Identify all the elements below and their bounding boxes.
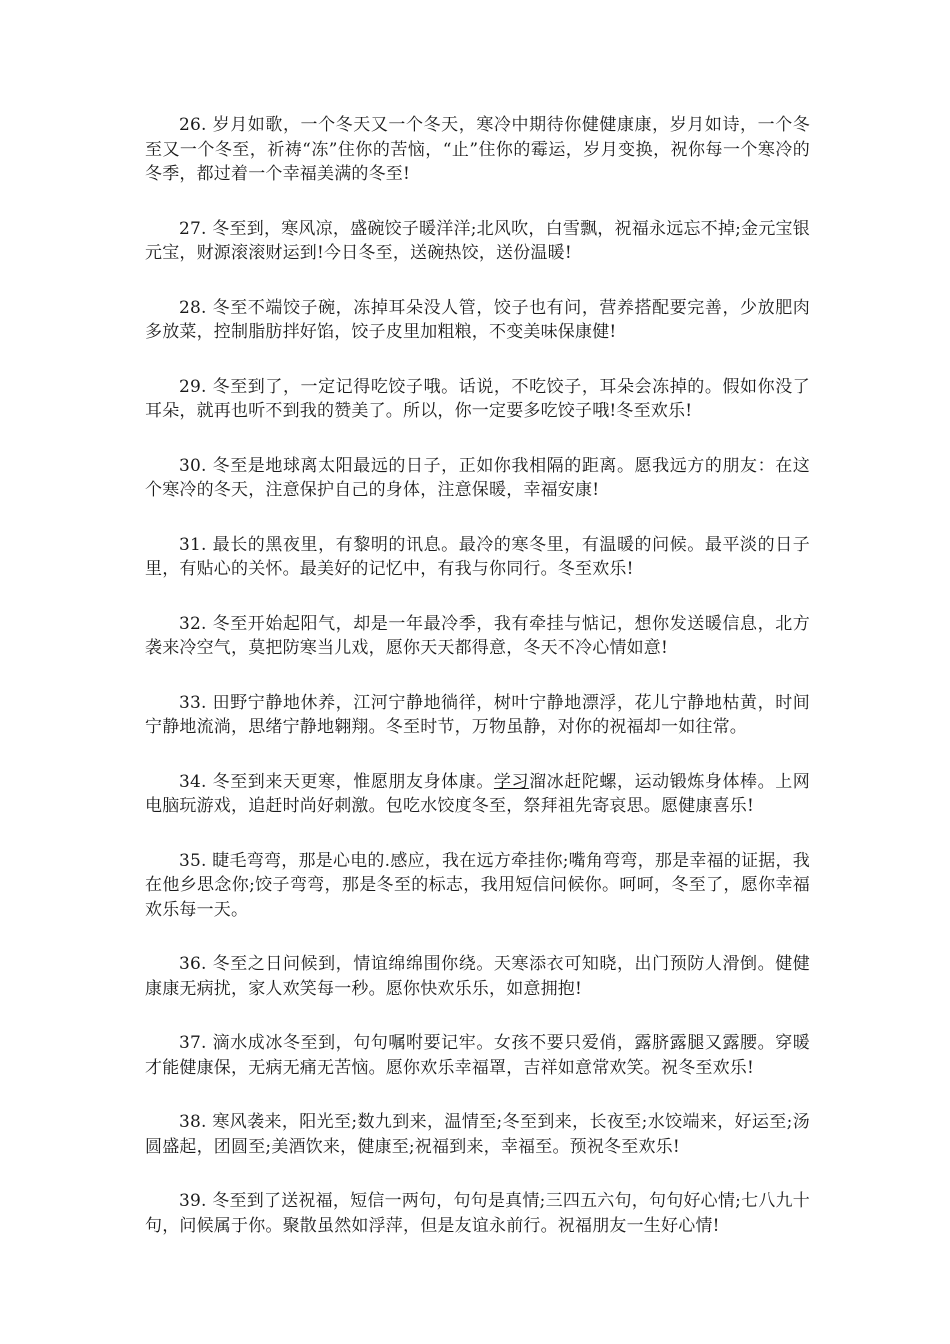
paragraph-36: 36. 冬至之日问候到，情谊绵绵围你绕。天寒添衣可知晓，出门预防人滑倒。健健康康无病扰，家人欢笑每一秒。愿你快欢乐乐，如意拥抱!: [145, 954, 810, 999]
study-link[interactable]: 学习: [493, 771, 530, 792]
paragraph-34-text-after: 溜冰赶陀螺，运动锻炼身体棒。上网电脑玩游戏，追赶时尚好刺激。包吃水饺度冬至，祭拜祖先寄哀思。愿健康喜乐!: [145, 771, 811, 816]
paragraph-29: 29. 冬至到了，一定记得吃饺子哦。话说，不吃饺子，耳朵会冻掉的。假如你没了耳朵，就再也听不到我的赞美了。所以，你一定要多吃饺子哦!冬至欢乐!: [145, 376, 810, 421]
paragraph-38: 38. 寒风袭来，阳光至;数九到来，温情至;冬至到来，长夜至;水饺端来，好运至;汤圆盛起，团圆至;美酒饮来，健康至;祝福到来，幸福至。预祝冬至欢乐!: [145, 1112, 810, 1157]
paragraph-27: 27. 冬至到，寒风凉，盛碗饺子暖洋洋;北风吹，白雪飘，祝福永远忘不掉;金元宝银元宝，财源滚滚财运到!今日冬至，送碗热饺，送份温暖!: [145, 218, 810, 263]
paragraph-32: 32. 冬至开始起阳气，却是一年最冷季，我有牵挂与惦记，想你发送暖信息，北方袭来冷空气，莫把防寒当儿戏，愿你天天都得意，冬天不冷心情如意!: [145, 613, 810, 658]
paragraph-35: 35. 睫毛弯弯，那是心电的.感应，我在远方牵挂你;嘴角弯弯，那是幸福的证据，我在他乡思念你;饺子弯弯，那是冬至的标志，我用短信问候你。呵呵，冬至了，愿你幸福欢乐每一天。: [145, 850, 810, 920]
paragraph-30: 30. 冬至是地球离太阳最远的日子，正如你我相隔的距离。愿我远方的朋友：在这个寒冷的冬天，注意保护自己的身体，注意保暖，幸福安康!: [145, 455, 810, 500]
paragraph-34-text-before: 34. 冬至到来天更寒，惟愿朋友身体康。: [179, 771, 494, 792]
paragraph-31: 31. 最长的黑夜里，有黎明的讯息。最冷的寒冬里，有温暖的问候。最平淡的日子里，有贴心的关怀。最美好的记忆中，有我与你同行。冬至欢乐!: [145, 534, 810, 579]
paragraph-37: 37. 滴水成冰冬至到，句句嘱咐要记牢。女孩不要只爱俏，露脐露腿又露腰。穿暖才能健康保，无病无痛无苦恼。愿你欢乐幸福罩，吉祥如意常欢笑。祝冬至欢乐!: [145, 1033, 810, 1078]
paragraph-34: [145, 770, 810, 819]
paragraph-28: 28. 冬至不端饺子碗，冻掉耳朵没人管，饺子也有问，营养搭配要完善，少放肥肉多放菜，控制脂肪拌好馅，饺子皮里加粗粮，不变美味保康健!: [145, 297, 810, 342]
paragraph-33: 33. 田野宁静地休养，江河宁静地徜徉，树叶宁静地漂浮，花儿宁静地枯黄，时间宁静地流淌，思绪宁静地翱翔。冬至时节，万物虽静，对你的祝福却一如往常。: [145, 692, 810, 737]
document-body: [145, 113, 810, 1268]
paragraph-39: 39. 冬至到了送祝福，短信一两句，句句是真情;三四五六句，句句好心情;七八九十句，问候属于你。聚散虽然如浮萍，但是友谊永前行。祝福朋友一生好心情!: [145, 1191, 810, 1236]
paragraph-26: 26. 岁月如歌，一个冬天又一个冬天，寒冷中期待你健健康康，岁月如诗，一个冬至又一个冬至，祈祷“冻”住你的苦恼，“止”住你的霉运，岁月变换，祝你每一个寒冷的冬季，都过着一个幸福美满的冬至!: [145, 115, 810, 184]
